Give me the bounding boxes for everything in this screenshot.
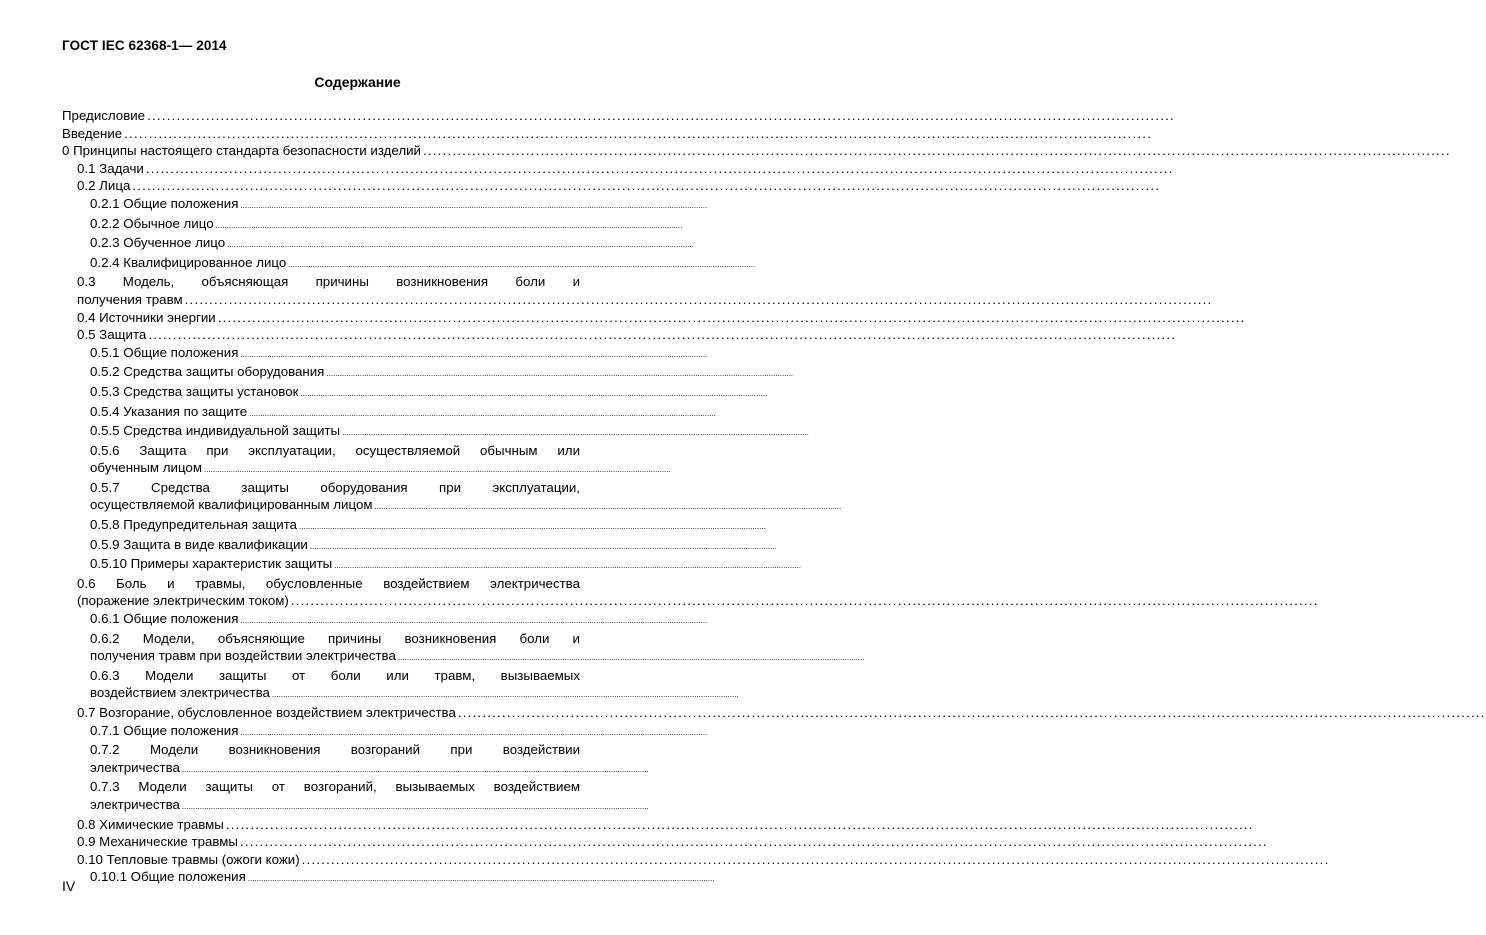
toc-entry — [62, 254, 756, 274]
toc-entry-text: 0.10 Тепловые травмы (ожоги кожи) — [77, 851, 300, 867]
toc-entry-text: 0.6.1 Общие положения — [90, 611, 239, 627]
toc-item — [62, 516, 766, 536]
dot-leader: .................................................................................................................................................................................................................. — [374, 502, 842, 512]
dot-leader: .................................................................................................................................................................................................................. — [215, 220, 683, 230]
dot-leader: .................................................................................................................................................................................................................. — [309, 541, 777, 551]
dot-leader: .................................................................................................................................................................................................................. — [249, 408, 716, 418]
toc-item — [62, 160, 1174, 178]
toc-entry — [62, 722, 708, 742]
toc-entry — [62, 684, 739, 704]
toc-item — [62, 107, 1175, 125]
dot-leader: .................................................................................................................................................................................................................. — [397, 653, 865, 663]
toc-entry-text: 0.7.3 Модели защиты от возгораний, вызываемых воздействием — [90, 779, 580, 795]
toc-entry-text: 0.9 Механические травмы — [77, 834, 238, 850]
toc-item — [62, 778, 649, 815]
toc-item — [62, 125, 1153, 143]
dot-leader: .................................................................................................................................................................................................................. — [247, 874, 715, 884]
dot-leader: .................................................................................................................................................................................................................. — [147, 108, 1175, 123]
toc-item — [62, 442, 671, 479]
toc-entry-line — [62, 630, 580, 648]
toc-entry — [62, 816, 1254, 834]
toc-entry — [62, 796, 649, 816]
dot-leader: .................................................................................................................................................................................................................. — [203, 465, 671, 475]
toc-entry — [62, 177, 1161, 195]
toc-entry-line — [62, 741, 580, 759]
toc-item — [62, 555, 801, 575]
toc-item — [62, 722, 708, 742]
toc-item — [62, 215, 683, 235]
toc-entry-text: воздействием электричества — [90, 685, 270, 701]
toc-item — [62, 273, 1213, 308]
toc-entry — [62, 759, 649, 779]
toc-entry-text: 0.2.4 Квалифицированное лицо — [90, 254, 287, 270]
toc-entry-text: 0.7.2 Модели возникновения возгораний при воздействии — [90, 742, 580, 758]
toc-item — [62, 344, 708, 364]
dot-leader: .................................................................................................................................................................................................................. — [299, 522, 766, 532]
dot-leader: .................................................................................................................................................................................................................. — [326, 369, 794, 379]
toc-entry — [62, 851, 1330, 869]
toc-entry — [62, 536, 777, 556]
toc-entry-text: 0.2 Лица — [77, 178, 131, 194]
dot-leader: .................................................................................................................................................................................................................. — [184, 291, 1213, 307]
toc-entry-text: электричества — [90, 759, 180, 775]
toc-entry — [62, 160, 1174, 178]
toc-item — [62, 383, 768, 403]
dot-leader: .................................................................................................................................................................................................................. — [239, 834, 1268, 850]
toc-entry-text: 0.6.2 Модели, объясняющие причины возникновения боли и — [90, 630, 580, 646]
toc-entry-text: 0.5.3 Средства защиты установок — [90, 383, 299, 399]
toc-entry-text: 0.5 Защита — [77, 327, 147, 343]
toc-entry — [62, 403, 716, 423]
toc-entry — [62, 422, 809, 442]
toc-entry — [62, 309, 1246, 327]
dot-leader: .................................................................................................................................................................................................................. — [240, 727, 708, 737]
dot-leader: .................................................................................................................................................................................................................. — [301, 851, 1330, 867]
dot-leader: .................................................................................................................................................................................................................. — [240, 349, 708, 359]
toc-entry-text: получения травм — [77, 291, 183, 307]
toc-entry-text: обученным лицом — [90, 460, 202, 476]
toc-item — [62, 142, 1451, 160]
toc-item — [62, 479, 842, 516]
dot-leader: .................................................................................................................................................................................................................. — [124, 125, 1153, 141]
toc-entry — [62, 555, 801, 575]
toc-entry-text: 0.6 Боль и травмы, обусловленные воздействием электричества — [77, 575, 580, 591]
toc-entry — [62, 496, 842, 516]
toc-item — [62, 177, 1161, 195]
toc-entry-text: 0.7.1 Общие положения — [90, 722, 239, 738]
toc-entry-text: 0.5.10 Примеры характеристик защиты — [90, 556, 333, 572]
toc-item — [62, 403, 716, 423]
toc-entry-line — [62, 667, 580, 685]
dot-leader: .................................................................................................................................................................................................................. — [334, 561, 801, 571]
toc-entry — [62, 195, 708, 215]
dot-leader: .................................................................................................................................................................................................................. — [240, 200, 708, 210]
page-title: Содержание — [314, 74, 401, 90]
dot-leader: .................................................................................................................................................................................................................. — [342, 428, 809, 438]
toc-entry — [62, 383, 768, 403]
toc-entry-text: 0.5.1 Общие положения — [90, 344, 239, 360]
toc-item — [62, 363, 794, 383]
table-of-contents — [62, 107, 1486, 888]
toc-entry — [62, 291, 1213, 309]
dot-leader: .................................................................................................................................................................................................................. — [240, 616, 708, 626]
toc-item — [62, 833, 1268, 851]
toc-item — [62, 851, 1330, 869]
toc-entry-text: 0.2.1 Общие положения — [90, 195, 239, 211]
toc-item — [62, 309, 1246, 327]
toc-entry-text: 0.5.8 Предупредительная защита — [90, 517, 298, 533]
toc-item — [62, 868, 715, 888]
toc-item — [62, 326, 1177, 344]
toc-entry — [62, 125, 1153, 143]
toc-entry — [62, 833, 1268, 851]
toc-entry-text: 0.5.4 Указания по защите — [90, 403, 248, 419]
toc-entry-text: 0.5.2 Средства защиты оборудования — [90, 364, 325, 380]
toc-entry — [62, 647, 865, 667]
toc-entry — [62, 516, 766, 536]
toc-entry-text: электричества — [90, 796, 180, 812]
toc-entry-text: 0.5.5 Средства индивидуальной защиты — [90, 423, 341, 439]
toc-entry — [62, 610, 708, 630]
dot-leader: .................................................................................................................................................................................................................. — [300, 388, 768, 398]
toc-entry-text: осуществляемой квалифицированным лицом — [90, 497, 373, 513]
toc-item — [62, 816, 1254, 834]
dot-leader: .................................................................................................................................................................................................................. — [227, 240, 694, 250]
toc-item — [62, 575, 1319, 610]
toc-item — [62, 422, 809, 442]
toc-entry-text: 0.5.6 Защита при эксплуатации, осуществляемой обычным или — [90, 442, 580, 458]
toc-entry-text: 0.2.3 Обученное лицо — [90, 235, 226, 251]
toc-entry — [62, 363, 794, 383]
toc-item — [62, 195, 708, 215]
toc-entry-text: 0.1 Задачи — [77, 160, 144, 176]
dot-leader: .................................................................................................................................................................................................................. — [217, 309, 1246, 325]
toc-item — [62, 254, 756, 274]
toc-entry-text: 0.4 Источники энергии — [77, 309, 216, 325]
toc-entry-text: 0.2.2 Обычное лицо — [90, 215, 214, 231]
dot-leader: .................................................................................................................................................................................................................. — [181, 764, 649, 774]
toc-entry-line — [62, 273, 580, 291]
dot-leader: .................................................................................................................................................................................................................. — [457, 705, 1486, 720]
toc-entry-text: 0.10.1 Общие положения — [90, 869, 246, 885]
toc-entry-line — [62, 479, 580, 497]
document-header: ГОСТ IEC 62368-1— 2014 — [62, 38, 227, 53]
dot-leader: .................................................................................................................................................................................................................. — [271, 690, 739, 700]
toc-entry — [62, 704, 1486, 722]
toc-item — [62, 741, 649, 778]
toc-item — [62, 630, 865, 667]
toc-item — [62, 667, 739, 704]
toc-entry-line — [62, 442, 580, 460]
dot-leader: .................................................................................................................................................................................................................. — [423, 143, 1451, 159]
toc-item — [62, 536, 777, 556]
toc-entry — [62, 215, 683, 235]
toc-entry — [62, 234, 694, 254]
dot-leader: .................................................................................................................................................................................................................. — [288, 259, 756, 269]
page-number: IV — [62, 878, 76, 894]
toc-entry — [62, 592, 1319, 610]
toc-entry — [62, 142, 1451, 160]
dot-leader: .................................................................................................................................................................................................................. — [148, 327, 1177, 343]
toc-entry-text: (поражение электрическим током) — [77, 593, 289, 609]
toc-entry — [62, 459, 671, 479]
dot-leader: .................................................................................................................................................................................................................. — [225, 816, 1254, 832]
toc-entry-text: Введение — [62, 125, 123, 141]
toc-entry-text: 0.6.3 Модели защиты от боли или травм, вызываемых — [90, 667, 580, 683]
dot-leader: .................................................................................................................................................................................................................. — [145, 160, 1174, 176]
toc-entry-text: получения травм при воздействии электричества — [90, 648, 396, 664]
toc-entry-text: 0.7 Возгорание, обусловленное воздействием электричества — [77, 705, 456, 720]
toc-item — [62, 704, 1486, 722]
toc-entry — [62, 344, 708, 364]
toc-entry-text: 0.3 Модель, объясняющая причины возникновения боли и — [77, 274, 580, 290]
dot-leader: .................................................................................................................................................................................................................. — [132, 178, 1161, 194]
dot-leader: .................................................................................................................................................................................................................. — [181, 801, 649, 811]
toc-entry-text: 0 Принципы настоящего стандарта безопасности изделий — [62, 143, 421, 159]
toc-item — [62, 610, 708, 630]
toc-entry-line — [62, 575, 580, 593]
toc-item — [62, 234, 694, 254]
toc-entry — [62, 107, 1175, 125]
toc-entry — [62, 326, 1177, 344]
toc-entry-text: Предисловие — [62, 108, 146, 123]
toc-entry-text: 0.8 Химические травмы — [77, 816, 224, 832]
toc-entry-text: 0.5.7 Средства защиты оборудования при эксплуатации, — [90, 479, 580, 495]
dot-leader: .................................................................................................................................................................................................................. — [290, 593, 1319, 609]
toc-entry-text: 0.5.9 Защита в виде квалификации — [90, 536, 308, 552]
toc-entry-line — [62, 778, 580, 796]
toc-entry — [62, 868, 715, 888]
